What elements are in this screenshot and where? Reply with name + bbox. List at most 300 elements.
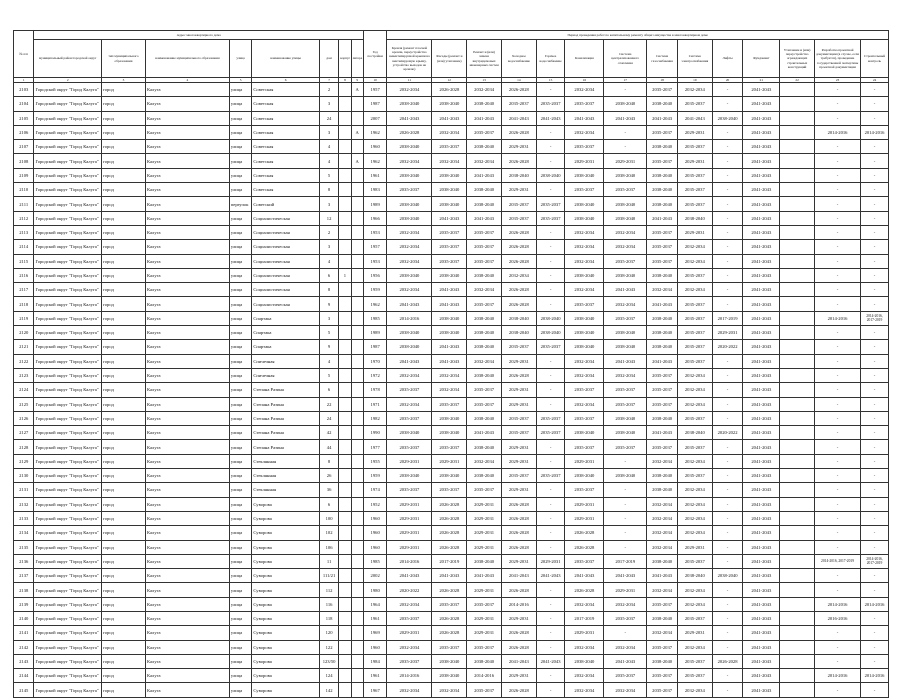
table-cell: - (604, 125, 647, 139)
table-cell: Степана Разина (252, 440, 320, 454)
table-cell: город (101, 283, 145, 297)
table-cell: - (712, 626, 743, 640)
table-cell: 2038-2040 (647, 311, 678, 325)
table-cell: 1989 (363, 197, 387, 211)
table-cell: 2026-2028 (501, 640, 536, 654)
table-cell: 2145 (14, 683, 34, 697)
table-cell: улица (229, 125, 252, 139)
table-row (14, 125, 889, 139)
table-cell: Городской округ "Город Калуга" (34, 197, 102, 211)
table-cell: улица (229, 569, 252, 583)
table-cell (339, 340, 351, 354)
table-cell: Спартака (252, 311, 320, 325)
table-cell: 2035-2037 (677, 354, 712, 368)
table-cell: 2120 (14, 326, 34, 340)
table-row (14, 683, 889, 697)
table-cell: Калуга (145, 154, 229, 168)
table-cell: 2032-2034 (432, 368, 467, 382)
table-cell: 2125 (14, 397, 34, 411)
table-cell: Городской округ "Город Калуга" (34, 168, 102, 182)
table-cell: 2032-2034 (647, 497, 678, 511)
table-cell: - (861, 611, 889, 625)
table-cell (351, 197, 363, 211)
table-cell: Степана Разина (252, 426, 320, 440)
table-cell (339, 640, 351, 654)
table-row (14, 97, 889, 111)
table-cell: Калуга (145, 125, 229, 139)
table-cell: 2035-2037 (387, 483, 432, 497)
column-header: Холодное водоснабжение (501, 40, 536, 78)
table-cell: 2038-2040 (432, 326, 467, 340)
column-header: Горячее водоснабжение (536, 40, 565, 78)
column-number: 9 (351, 78, 363, 83)
table-cell: - (536, 297, 565, 311)
table-cell: - (861, 626, 889, 640)
column-number: 14 (501, 78, 536, 83)
table-cell: - (712, 483, 743, 497)
table-cell: 2029-2031 (565, 626, 604, 640)
table-row (14, 597, 889, 611)
table-cell: 2038-2040 (647, 654, 678, 668)
table-cell: Калуга (145, 497, 229, 511)
table-cell: 2032-2034 (432, 683, 467, 697)
table-cell: Городской округ "Город Калуга" (34, 583, 102, 597)
table-cell: Городской округ "Город Калуга" (34, 669, 102, 683)
table-cell: улица (229, 254, 252, 268)
table-cell: 2035-2037 (432, 140, 467, 154)
table-cell: - (712, 297, 743, 311)
table-cell: 2035-2037 (387, 654, 432, 668)
table-cell: 2014-2016 (861, 597, 889, 611)
table-cell: 2032-2034 (677, 283, 712, 297)
table-cell: 2038-2040 (565, 268, 604, 282)
table-cell: Городской округ "Город Калуга" (34, 540, 102, 554)
table-cell: 1969 (363, 626, 387, 640)
table-cell: Калуга (145, 197, 229, 211)
table-cell: улица (229, 368, 252, 382)
table-cell: город (101, 654, 145, 668)
table-cell: А (351, 125, 363, 139)
table-cell (339, 383, 351, 397)
table-row (14, 254, 889, 268)
table-cell: Городской округ "Город Калуга" (34, 426, 102, 440)
table-cell: 2121 (14, 340, 34, 354)
table-cell: - (861, 654, 889, 668)
table-cell: 2041-2043 (743, 168, 780, 182)
table-cell: 120 (319, 626, 338, 640)
table-cell: - (712, 497, 743, 511)
table-cell (339, 511, 351, 525)
table-cell (780, 197, 815, 211)
table-cell: 2035-2037 (647, 640, 678, 654)
table-cell: 2041-2043 (743, 440, 780, 454)
table-cell: - (712, 640, 743, 654)
column-header: Кровля (ремонт плоской кровли, переустройство невентилируемой крыши на вентилируемую крышу, устройство выходов на кровлю) (387, 40, 432, 78)
table-cell (780, 497, 815, 511)
table-row (14, 383, 889, 397)
table-cell: 2026-2028 (432, 583, 467, 597)
table-cell: 4 (319, 140, 338, 154)
table-cell: Калуга (145, 268, 229, 282)
table-cell: 2041-2043 (743, 140, 780, 154)
table-row (14, 626, 889, 640)
table-cell: - (861, 197, 889, 211)
table-cell: 2035-2037 (677, 183, 712, 197)
table-cell: 1964 (363, 597, 387, 611)
table-cell: Калуга (145, 583, 229, 597)
table-cell: 2113 (14, 225, 34, 239)
column-number: 4 (145, 78, 229, 83)
table-cell: 1977 (363, 440, 387, 454)
table-cell: 2035-2037 (501, 211, 536, 225)
table-cell: Калуга (145, 311, 229, 325)
table-row (14, 240, 889, 254)
table-cell: 2116 (14, 268, 34, 282)
table-cell: 2144 (14, 669, 34, 683)
table-cell: 2032-2034 (467, 454, 502, 468)
table-cell: Калуга (145, 225, 229, 239)
table-cell: 116 (319, 597, 338, 611)
table-cell: - (861, 440, 889, 454)
table-cell: - (604, 454, 647, 468)
table-cell: А (351, 154, 363, 168)
table-cell: улица (229, 440, 252, 454)
table-cell (339, 168, 351, 182)
table-cell: - (536, 583, 565, 597)
table-cell: 2029-2031 (467, 540, 502, 554)
table-cell: 2041-2043 (743, 483, 780, 497)
table-cell: 2029-2031 (604, 583, 647, 597)
table-cell: 2038-2040 (432, 311, 467, 325)
table-cell: город (101, 597, 145, 611)
table-cell: 2035-2037 (536, 469, 565, 483)
table-cell: Городской округ "Город Калуга" (34, 654, 102, 668)
table-cell: 2041-2043 (604, 283, 647, 297)
table-cell: 2038-2040 (565, 168, 604, 182)
table-cell: А (351, 83, 363, 97)
table-cell: 2017-2019 (604, 554, 647, 568)
table-cell: - (861, 469, 889, 483)
table-cell: 2041-2043 (743, 183, 780, 197)
table-cell: 2041-2043 (743, 669, 780, 683)
table-cell: город (101, 368, 145, 382)
table-cell: - (712, 440, 743, 454)
table-cell: 2133 (14, 511, 34, 525)
table-cell: - (815, 469, 861, 483)
table-cell: 2029-2031 (536, 554, 565, 568)
table-cell (780, 168, 815, 182)
table-cell: 2041-2043 (743, 83, 780, 97)
table-cell: 1961 (363, 611, 387, 625)
table-cell: - (536, 683, 565, 697)
table-cell (780, 140, 815, 154)
table-cell: 2108 (14, 154, 34, 168)
table-cell: Калуга (145, 554, 229, 568)
table-cell (780, 483, 815, 497)
table-cell: 1966 (363, 211, 387, 225)
table-cell: улица (229, 454, 252, 468)
column-header: Фундамент (743, 40, 780, 78)
table-cell: Калуга (145, 183, 229, 197)
table-cell: улица (229, 183, 252, 197)
table-cell: улица (229, 140, 252, 154)
table-cell: - (712, 168, 743, 182)
table-cell: 2141 (14, 626, 34, 640)
table-cell: 1984 (363, 654, 387, 668)
table-cell: - (536, 383, 565, 397)
table-row (14, 340, 889, 354)
column-number: 24 (861, 78, 889, 83)
table-cell: - (815, 583, 861, 597)
table-row (14, 397, 889, 411)
table-cell: - (536, 225, 565, 239)
table-cell: город (101, 411, 145, 425)
table-cell: - (712, 83, 743, 97)
table-cell: 2041-2043 (743, 283, 780, 297)
table-cell (339, 297, 351, 311)
table-cell: 2041-2043 (604, 111, 647, 125)
table-cell: 2041-2043 (743, 554, 780, 568)
table-cell: город (101, 497, 145, 511)
table-cell: 26 (319, 469, 338, 483)
table-cell: 5 (319, 168, 338, 182)
table-cell: Городской округ "Город Калуга" (34, 297, 102, 311)
table-cell: - (536, 240, 565, 254)
table-cell: 2032-2034 (565, 640, 604, 654)
table-cell: 2041-2043 (604, 354, 647, 368)
table-cell: улица (229, 469, 252, 483)
table-cell: 2035-2037 (387, 611, 432, 625)
table-cell: Городской округ "Город Калуга" (34, 483, 102, 497)
column-header: наименование муниципального образования (145, 40, 229, 78)
table-cell: Калуга (145, 683, 229, 697)
column-number: 3 (101, 78, 145, 83)
table-cell (339, 497, 351, 511)
table-cell: 1983 (363, 183, 387, 197)
table-cell: 2026-2028 (501, 583, 536, 597)
table-cell (339, 326, 351, 340)
table-cell (351, 626, 363, 640)
table-cell: город (101, 183, 145, 197)
table-row (14, 611, 889, 625)
table-cell: - (536, 640, 565, 654)
table-cell: 2038-2040 (467, 197, 502, 211)
table-row (14, 183, 889, 197)
table-cell (351, 368, 363, 382)
table-cell: 2032-2034 (501, 268, 536, 282)
table-cell: 2038-2040 (467, 554, 502, 568)
table-cell: 1970 (363, 354, 387, 368)
table-cell: Советская (252, 168, 320, 182)
table-cell: город (101, 125, 145, 139)
table-row (14, 440, 889, 454)
table-cell: 2035-2037 (467, 383, 502, 397)
table-cell: 2117 (14, 283, 34, 297)
table-cell: 2035-2037 (565, 383, 604, 397)
table-cell: 2032-2034 (604, 683, 647, 697)
table-cell: 2038-2040 (467, 654, 502, 668)
table-cell: 1960 (363, 140, 387, 154)
table-cell: 4 (319, 354, 338, 368)
table-cell: - (536, 283, 565, 297)
table-cell: 2038-2040 (565, 469, 604, 483)
column-header: Канализация (565, 40, 604, 78)
table-row (14, 454, 889, 468)
table-cell: 2035-2037 (536, 211, 565, 225)
table-cell: 2041-2043 (647, 426, 678, 440)
table-cell: Суворова (252, 583, 320, 597)
table-cell: 2038-2040 (501, 168, 536, 182)
table-row (14, 469, 889, 483)
table-cell: 2140 (14, 611, 34, 625)
table-cell: - (861, 683, 889, 697)
table-cell: 2038-2040 (604, 97, 647, 111)
table-cell: 124 (319, 669, 338, 683)
table-cell: - (712, 140, 743, 154)
table-cell: 1987 (363, 340, 387, 354)
table-cell: Суворова (252, 626, 320, 640)
table-cell: 2035-2037 (501, 426, 536, 440)
table-cell: 2035-2037 (387, 440, 432, 454)
table-cell: Калуга (145, 326, 229, 340)
table-cell (780, 225, 815, 239)
table-cell: 2041-2043 (743, 111, 780, 125)
table-cell: 2032-2034 (647, 626, 678, 640)
table-cell: - (815, 183, 861, 197)
table-cell: 2035-2037 (604, 383, 647, 397)
table-row (14, 311, 889, 325)
table-cell: улица (229, 397, 252, 411)
table-cell (780, 240, 815, 254)
table-cell: 2029-2031 (387, 526, 432, 540)
table-cell (780, 254, 815, 268)
table-cell: 2026-2028 (501, 511, 536, 525)
table-cell: - (861, 583, 889, 597)
table-cell: улица (229, 154, 252, 168)
table-cell: 2038-2040 (432, 97, 467, 111)
table-cell: улица (229, 283, 252, 297)
table-cell: 2026-2028 (501, 683, 536, 697)
table-cell: 2038-2040 (647, 183, 678, 197)
table-cell: 2038-2040 (604, 197, 647, 211)
table-cell: - (712, 583, 743, 597)
table-cell: Калуга (145, 526, 229, 540)
table-cell: 2041-2043 (565, 569, 604, 583)
table-cell: - (712, 368, 743, 382)
table-cell: 2041-2043 (743, 469, 780, 483)
table-cell: - (861, 497, 889, 511)
table-cell: Суворова (252, 497, 320, 511)
table-cell: 2041-2043 (536, 569, 565, 583)
table-cell: - (815, 654, 861, 668)
table-cell: 2035-2037 (604, 397, 647, 411)
table-cell (351, 540, 363, 554)
table-cell: - (536, 440, 565, 454)
table-cell: 2035-2037 (647, 683, 678, 697)
table-cell: 2041-2043 (743, 311, 780, 325)
table-cell (780, 683, 815, 697)
table-cell: - (604, 540, 647, 554)
table-cell: 5 (319, 368, 338, 382)
table-cell: 2038-2040 (536, 168, 565, 182)
table-cell: Калуга (145, 440, 229, 454)
table-cell: - (815, 426, 861, 440)
table-cell: 2038-2040 (604, 426, 647, 440)
table-cell: 2114 (14, 240, 34, 254)
table-cell: 1957 (363, 83, 387, 97)
column-header: Лифты (712, 40, 743, 78)
table-cell: 2032-2034 (387, 254, 432, 268)
table-cell: город (101, 669, 145, 683)
table-cell: 2112 (14, 211, 34, 225)
table-cell: 2041-2043 (743, 297, 780, 311)
table-cell: 2032-2034 (647, 511, 678, 525)
table-cell (780, 583, 815, 597)
table-cell: 102 (319, 526, 338, 540)
table-cell: Городской округ "Город Калуга" (34, 469, 102, 483)
table-cell: 2035-2037 (677, 97, 712, 111)
table-row (14, 540, 889, 554)
table-cell: 2032-2034 (677, 368, 712, 382)
table-cell: 6 (319, 383, 338, 397)
table-cell: 2035-2037 (647, 368, 678, 382)
table-cell: 1987 (363, 97, 387, 111)
table-cell: - (815, 211, 861, 225)
table-cell: Суворова (252, 554, 320, 568)
table-cell: - (536, 669, 565, 683)
table-cell: 1960 (363, 526, 387, 540)
table-cell: город (101, 97, 145, 111)
table-cell (351, 211, 363, 225)
table-cell (339, 311, 351, 325)
table-cell: 2032-2034 (604, 225, 647, 239)
table-row (14, 483, 889, 497)
table-cell: улица (229, 611, 252, 625)
table-cell: 2029-2031 (387, 540, 432, 554)
table-cell: 8 (319, 183, 338, 197)
table-cell: - (536, 597, 565, 611)
table-cell: - (536, 254, 565, 268)
table-cell: 2026-2028 (501, 297, 536, 311)
table-cell: Городской округ "Город Калуга" (34, 526, 102, 540)
table-cell: - (536, 483, 565, 497)
table-cell: город (101, 326, 145, 340)
table-cell: - (815, 411, 861, 425)
table-cell: Степана Разина (252, 397, 320, 411)
table-cell: - (815, 569, 861, 583)
table-cell: - (861, 254, 889, 268)
table-cell: 2035-2037 (604, 669, 647, 683)
table-cell: 2103 (14, 83, 34, 97)
table-cell: Городской округ "Город Калуга" (34, 183, 102, 197)
table-cell (339, 611, 351, 625)
table-cell: 2104 (14, 97, 34, 111)
table-cell: Городской округ "Город Калуга" (34, 283, 102, 297)
table-cell: - (815, 197, 861, 211)
table-cell: Городской округ "Город Калуга" (34, 97, 102, 111)
table-cell: Калуга (145, 340, 229, 354)
table-row (14, 297, 889, 311)
table-cell: Советская (252, 97, 320, 111)
table-cell: 2032-2034 (387, 225, 432, 239)
table-cell: 2035-2037 (536, 340, 565, 354)
table-cell: - (712, 254, 743, 268)
table-cell: 2038-2040 (432, 168, 467, 182)
table-cell (351, 254, 363, 268)
table-cell: 1960 (363, 511, 387, 525)
table-cell: город (101, 583, 145, 597)
table-cell: 2032-2034 (677, 254, 712, 268)
